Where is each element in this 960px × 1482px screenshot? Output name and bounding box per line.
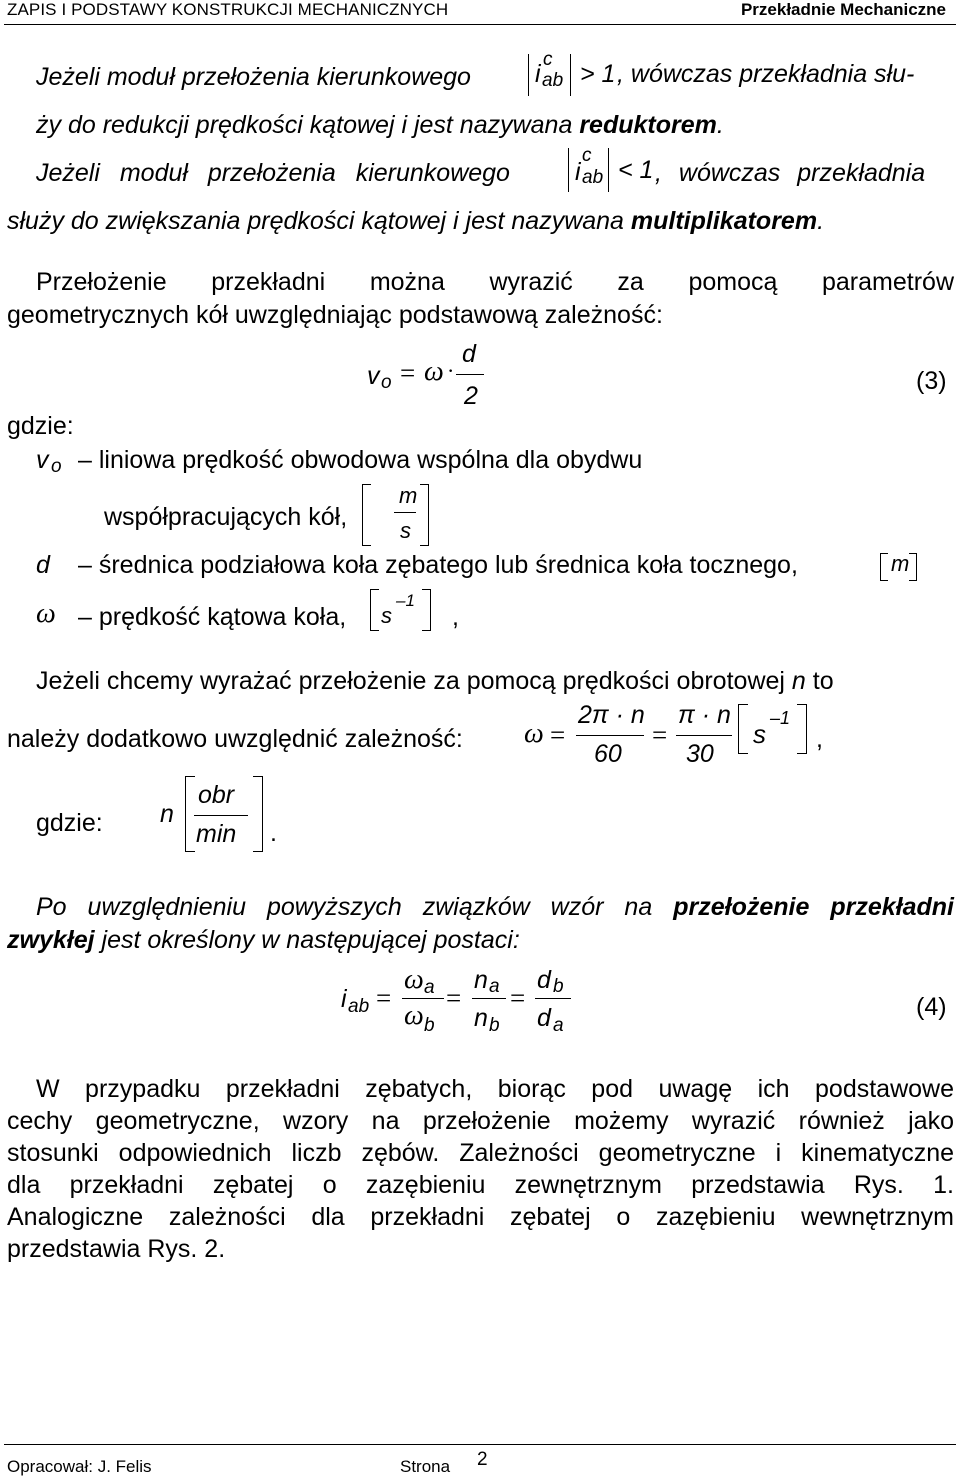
eq4-f1-num-sub: a <box>424 977 435 998</box>
where2-label: gdzie: <box>36 809 103 837</box>
where1-v-desc2: współpracujących kół, <box>104 503 348 531</box>
p3-line2: geometrycznych kół uwzględniając podstawową zależność: <box>7 301 663 329</box>
p2-line1-text: Jeżeli moduł przełożenia kierunkowego <box>36 159 510 187</box>
where1-omega-desc: – prędkość kątowa koła, <box>78 603 347 631</box>
p4-line2: należy dodatkowo uwzględnić zależność: <box>7 725 463 753</box>
where2-unit-den: min <box>196 820 237 848</box>
p6-line5: Analogiczne zależności dla przekładni zębatej o zazębieniu wewnętrznym <box>7 1203 954 1231</box>
eq4-f1-num: ω <box>404 964 424 995</box>
p1-relation: > 1 <box>580 60 616 88</box>
p2-line1-tail: , wówczas przekładnia <box>655 159 926 187</box>
eq4-f3-num-sub: b <box>553 976 564 997</box>
eq3-v: v <box>367 362 380 390</box>
eq4-equals1: = <box>376 983 392 1013</box>
p1-abs-right <box>570 54 571 96</box>
p1-abs-left <box>528 54 529 96</box>
p5-line1: Po uwzględnieniu powyższych związków wzór na przełożenie przekładni <box>36 893 954 921</box>
footer-rule <box>4 1444 956 1445</box>
where1-omega-symbol: ω <box>36 598 56 629</box>
p6-line6: przedstawia Rys. 2. <box>7 1235 226 1263</box>
where1-d-unit: m <box>891 551 910 576</box>
eq4-equals2: = <box>446 983 462 1013</box>
header-rule <box>4 24 956 25</box>
p6-line2: cechy geometryczne, wzory na przełożenie możemy wyrazić również jako <box>7 1107 954 1135</box>
where1-omega-unit-exp: –1 <box>396 591 415 610</box>
p2-abs-right <box>608 148 609 192</box>
p4-comma: , <box>816 725 823 753</box>
p2-abs-left <box>568 148 569 192</box>
p2-sub-ab: ab <box>582 167 604 188</box>
eq4-f2-num-sub: a <box>489 976 500 997</box>
p5-line2: zwykłej jest określony w następującej postaci: <box>7 926 520 954</box>
p4-fraction2-den: 30 <box>686 740 714 768</box>
p2-sym-i: i <box>575 158 581 186</box>
where1-v-unit-bracket-right <box>420 484 429 546</box>
p2-relation: < 1 <box>618 156 654 184</box>
p3-line1: Przełożenie przekładni można wyrazić za pomocą parametrów <box>36 268 954 296</box>
eq4-sub-ab: ab <box>348 996 370 1017</box>
p4-unit-bracket-right <box>797 704 807 754</box>
where1-omega-unit-bracket-right <box>422 589 431 631</box>
where1-omega-comma: , <box>452 603 459 631</box>
eq4-i: i <box>341 985 347 1013</box>
p1-sym-i: i <box>535 60 541 88</box>
p4-equals1: = <box>550 720 566 750</box>
where1-v-unit-bracket-left <box>362 484 371 546</box>
p4-fraction1-den: 60 <box>594 740 622 768</box>
where1-v-symbol: v <box>36 446 49 474</box>
where2-unit-bracket-right <box>253 776 263 852</box>
p4-equals2: = <box>652 720 668 750</box>
where2-unit-num: obr <box>198 781 235 809</box>
eq4-f2-num: n <box>474 966 488 994</box>
where2-dot: . <box>270 819 277 847</box>
where2-unit-bar <box>194 815 248 816</box>
p4-fraction1-bar <box>576 735 644 736</box>
where1-d-unit-bracket-left <box>880 553 888 581</box>
where1-v-unit-num: m <box>399 483 418 508</box>
p1-line1-tail: , wówczas przekładnia słu- <box>617 60 915 88</box>
where1-d-symbol: d <box>36 551 50 579</box>
header-right-title: Przekładnie Mechaniczne <box>740 0 946 19</box>
eq4-f2-den: n <box>474 1004 488 1032</box>
eq3-dot: · <box>447 358 455 383</box>
p1-sub-ab: ab <box>542 70 564 91</box>
where1-v-desc1: – liniowa prędkość obwodowa wspólna dla obydwu <box>78 446 643 474</box>
p4-fraction2-num: π · n <box>678 701 731 729</box>
eq4-f1-den-sub: b <box>424 1015 435 1036</box>
p4-fraction2-bar <box>676 735 732 736</box>
p4-line1: Jeżeli chcemy wyrażać przełożenie za pomocą prędkości obrotowej n to <box>36 667 834 695</box>
p6-line4: dla przekładni zębatej o zazębieniu zewnętrznym przedstawia Rys. 1. <box>7 1171 954 1199</box>
p4-unit: s <box>753 719 766 749</box>
where1-omega-unit-bracket-left <box>370 589 379 631</box>
p6-line3: stosunki odpowiednich liczb zębów. Zależności geometryczne i kinematyczne <box>7 1139 954 1167</box>
eq3-denominator: 2 <box>464 382 478 410</box>
where1-d-desc: – średnica podziałowa koła zębatego lub średnica koła tocznego, <box>78 551 798 579</box>
where1-omega-unit: s <box>381 603 392 628</box>
eq4-number: (4) <box>916 993 947 1021</box>
footer-page-label: Strona <box>400 1457 451 1476</box>
eq4-f1-den: ω <box>404 1000 424 1031</box>
page-footer <box>0 1440 960 1482</box>
where2-unit-bracket-left <box>185 776 195 852</box>
p4-unit-bracket-left <box>738 704 748 754</box>
eq4-f3-bar <box>535 998 571 999</box>
eq3-numerator: d <box>462 340 476 368</box>
eq4-f3-den: d <box>537 1004 551 1032</box>
where1-v-unit-bar <box>394 512 416 513</box>
p1-line2: ży do redukcji prędkości kątowej i jest nazywana reduktorem. <box>36 111 724 139</box>
header-left-title: ZAPIS I PODSTAWY KONSTRUKCJI MECHANICZNYCH <box>7 0 449 19</box>
eq3-equals: = <box>400 358 416 388</box>
p4-fraction1-num: 2π · n <box>578 701 645 729</box>
p2-sup-c: c <box>582 145 592 166</box>
eq4-f2-den-sub: b <box>489 1015 500 1036</box>
eq3-omega: ω <box>424 356 444 387</box>
eq4-f3-den-sub: a <box>553 1015 564 1036</box>
where1-v-sub: o <box>51 456 62 477</box>
page-header <box>0 0 960 26</box>
p2-line2: służy do zwiększania prędkości kątowej i jest nazywana multiplikatorem. <box>7 207 825 235</box>
p1-line1-text: Jeżeli moduł przełożenia kierunkowego <box>36 63 471 91</box>
p4-omega: ω <box>524 718 544 749</box>
where1-v-unit-den: s <box>400 518 411 543</box>
footer-page-number: 2 <box>477 1449 488 1470</box>
eq3-sub-o: o <box>381 372 392 393</box>
footer-author: Opracował: J. Felis <box>7 1457 152 1476</box>
p6-line1: W przypadku przekładni zębatych, biorąc pod uwagę ich podstawowe <box>36 1075 954 1103</box>
eq4-f1-bar <box>402 998 444 999</box>
eq3-fraction-bar <box>456 374 484 375</box>
eq3-number: (3) <box>916 367 947 395</box>
eq4-f3-num: d <box>537 966 551 994</box>
eq4-equals3: = <box>510 983 526 1013</box>
p4-unit-exp: –1 <box>770 708 791 728</box>
where1-d-unit-bracket-right <box>909 553 917 581</box>
where1-label: gdzie: <box>7 412 74 440</box>
eq4-f2-bar <box>472 998 506 999</box>
where2-n-symbol: n <box>160 800 174 828</box>
p1-sup-c: c <box>543 49 553 70</box>
